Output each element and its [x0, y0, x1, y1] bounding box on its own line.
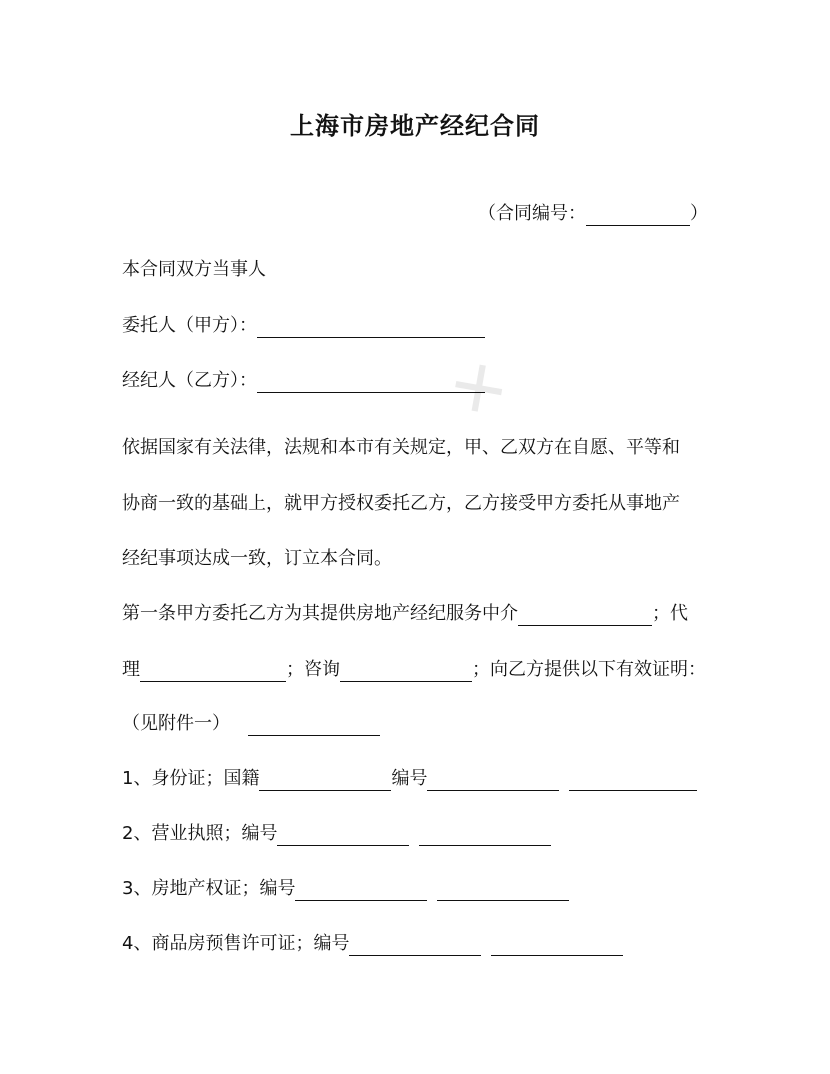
paragraph-1-line-2: 协商一致的基础上，就甲方授权委托乙方，乙方接受甲方委托从事地产 [122, 493, 680, 514]
contract-number-line [478, 202, 708, 226]
proxy-blank[interactable] [140, 661, 286, 682]
item-2-number-blank-1[interactable] [277, 825, 409, 846]
paragraph-1-line-3: 经纪事项达成一致，订立本合同。 [122, 548, 392, 569]
item-1-number-blank-2[interactable] [569, 770, 697, 791]
article-1-line-2-end: ；向乙方提供以下有效证明： [472, 659, 706, 680]
parties-heading: 本合同双方当事人 [122, 259, 266, 280]
appendix-blank[interactable] [248, 715, 380, 736]
paragraph-1-line-1: 依据国家有关法律，法规和本市有关规定，甲、乙双方在自愿、平等和 [122, 437, 680, 458]
consulting-blank[interactable] [340, 661, 472, 682]
item-3-line [122, 877, 569, 901]
item-4-number-blank-2[interactable] [491, 935, 623, 956]
consulting-label: ；咨询 [286, 659, 340, 680]
party-b-blank[interactable] [257, 372, 485, 393]
item-2-number-blank-2[interactable] [419, 825, 551, 846]
article-1-line-2-start: 理 [122, 659, 140, 680]
party-a-label: 委托人（甲方）： [122, 315, 257, 336]
item-4-line [122, 932, 623, 956]
item-3-number-blank-1[interactable] [295, 880, 427, 901]
contract-number-close: ） [690, 203, 708, 224]
party-a-line [122, 314, 485, 338]
article-1-text: 第一条甲方委托乙方为其提供房地产经纪服务中介 [122, 603, 518, 624]
item-1-label: 1、身份证；国籍 [122, 768, 260, 789]
appendix-label: （见附件一） [122, 713, 230, 734]
party-b-label: 经纪人（乙方）： [122, 370, 257, 391]
party-b-line [122, 369, 485, 393]
article-1-line-2 [122, 658, 706, 682]
item-1-number-label: 编号 [391, 768, 428, 789]
contract-title: 上海市房地产经纪合同 [290, 112, 540, 140]
item-4-label: 4、商品房预售许可证；编号 [122, 933, 350, 954]
item-2-label: 2、营业执照；编号 [122, 823, 278, 844]
watermark-logo: ✕ [436, 344, 524, 436]
item-1-line [122, 767, 697, 791]
article-1-line-1 [122, 602, 688, 626]
agency-blank[interactable] [518, 605, 652, 626]
item-3-number-blank-2[interactable] [437, 880, 569, 901]
item-2-line [122, 822, 551, 846]
nationality-blank[interactable] [259, 770, 391, 791]
item-1-number-blank-1[interactable] [427, 770, 559, 791]
party-a-blank[interactable] [257, 317, 485, 338]
article-1-line-3 [122, 712, 380, 736]
item-3-label: 3、房地产权证；编号 [122, 878, 296, 899]
article-1-line-1-end: ；代 [652, 603, 688, 624]
item-4-number-blank-1[interactable] [349, 935, 481, 956]
contract-number-blank[interactable] [586, 205, 690, 226]
contract-number-label: （合同编号： [478, 203, 586, 224]
